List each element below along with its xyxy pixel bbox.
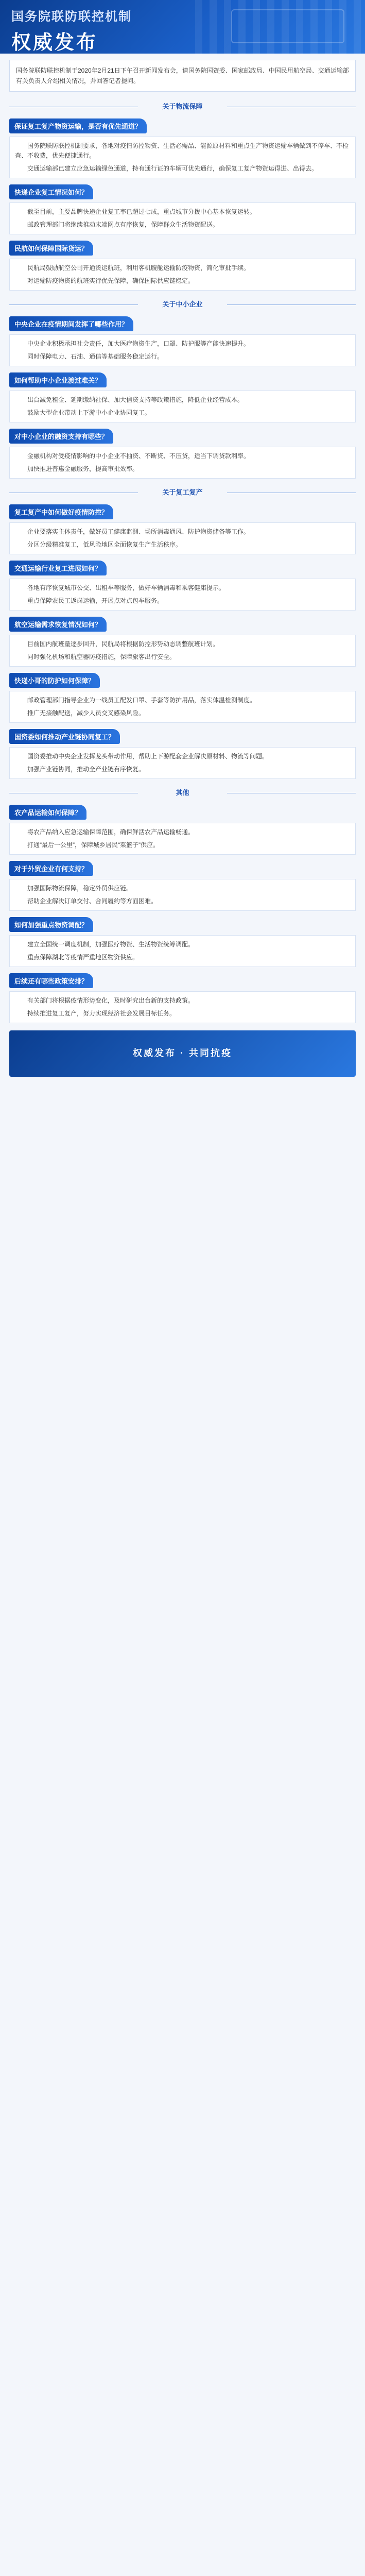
answer-paragraph: 推广无接触配送，减少人员交叉感染风险。: [27, 709, 145, 717]
section-title: [9, 787, 356, 799]
answer-paragraph: 有关部门将根据疫情形势变化，及时研究出台新的支持政策。: [27, 997, 195, 1004]
answer-paragraph: 同时强化机场和航空器防疫措施，保障旅客出行安全。: [27, 653, 176, 660]
answer-paragraph: 加强产业链协同，推动全产业链有序恢复。: [27, 766, 145, 773]
question-heading: 保证复工复产物资运输，是否有优先通道？: [9, 118, 147, 133]
answer-paragraph: 打通“最后一公里”，保障城乡居民“菜篮子”供应。: [27, 841, 159, 849]
answer-paragraph: 对运输防疫物资的航班实行优先保障，确保国际供应链稳定。: [27, 277, 195, 284]
section-label: 关于中小企业: [157, 300, 207, 308]
answer-box: [9, 991, 356, 1023]
answer-paragraph: 邮政管理部门指导企业为一线员工配发口罩、手套等防护用品，落实体温检测制度。: [27, 697, 256, 704]
question-heading: 对中小企业的融资支持有哪些？: [9, 429, 113, 444]
question-heading: 交通运输行业复工进展如何？: [9, 561, 107, 575]
qa-group: [0, 805, 365, 1023]
answer-box: [9, 579, 356, 611]
footer-text: 权威发布 · 共同抗疫: [133, 1048, 232, 1058]
answer-box: [9, 691, 356, 723]
answer-paragraph: 分区分级精准复工，低风险地区全面恢复生产生活秩序。: [27, 541, 182, 548]
qa-item: [9, 729, 356, 779]
question-heading: 如何帮助中小企业渡过难关？: [9, 372, 107, 387]
footer-band: [9, 1030, 356, 1077]
qa-group: [0, 118, 365, 291]
answer-paragraph: 帮助企业解决订单交付、合同履约等方面困难。: [27, 897, 158, 905]
answer-paragraph: 中央企业积极承担社会责任，加大医疗物资生产，口罩、防护服等产能快速提升。: [27, 340, 250, 347]
question-heading: 中央企业在疫情期间发挥了哪些作用？: [9, 316, 133, 331]
qa-item: [9, 561, 356, 611]
section-label: 关于复工复产: [157, 488, 207, 496]
answer-box: [9, 259, 356, 291]
question-heading: 复工复产中如何做好疫情防控？: [9, 504, 113, 519]
qa-item: [9, 372, 356, 422]
qa-item: [9, 429, 356, 479]
section-title: [9, 101, 356, 112]
question-heading: 如何加强重点物资调配？: [9, 917, 93, 932]
answer-paragraph: 加快推进普惠金融服务，提高审批效率。: [27, 465, 139, 472]
answer-box: [9, 202, 356, 234]
section-label: 其他: [170, 789, 194, 796]
answer-box: [9, 823, 356, 855]
intro-text: 国务院联防联控机制于2020年2月21日下午召开新闻发布会，请国务院国资委、国家邮政局、中国民用航空局、交通运输部有关负责人介绍相关情况，并回答记者提问。: [16, 67, 349, 84]
qa-item: [9, 917, 356, 967]
qa-item: [9, 973, 356, 1023]
answer-paragraph: 加强国际物流保障，稳定外贸供应链。: [27, 885, 133, 892]
section-title: [9, 299, 356, 310]
qa-item: [9, 861, 356, 911]
answer-paragraph: 目前国内航班量逐步回升，民航局将根据防控形势动态调整航班计划。: [27, 640, 219, 648]
qa-item: [9, 805, 356, 855]
header-title: 权威发布: [11, 32, 98, 54]
answer-box: [9, 879, 356, 911]
answer-paragraph: 出台减免租金、延期缴纳社保、加大信贷支持等政策措施，降低企业经营成本。: [27, 396, 244, 403]
header-subtitle: 国务院联防联控机制: [11, 10, 132, 24]
answer-paragraph: 金融机构对受疫情影响的中小企业不抽贷、不断贷、不压贷，适当下调贷款利率。: [27, 452, 250, 460]
qa-item: [9, 673, 356, 723]
answer-paragraph: 建立全国统一调度机制，加强医疗物资、生活物资统筹调配。: [27, 941, 195, 948]
answer-box: [9, 391, 356, 422]
answer-box: [9, 747, 356, 779]
answer-paragraph: 同时保障电力、石油、通信等基础服务稳定运行。: [27, 353, 164, 360]
intro-box: [9, 60, 356, 92]
question-heading: 后续还有哪些政策安排？: [9, 973, 93, 988]
section-title: [9, 487, 356, 498]
qa-item: [9, 118, 356, 178]
answer-paragraph: 将农产品纳入应急运输保障范围，确保鲜活农产品运输畅通。: [27, 828, 195, 836]
answer-box: [9, 935, 356, 967]
question-heading: 航空运输需求恢复情况如何？: [9, 617, 107, 632]
question-heading: 快递小哥的防护如何保障？: [9, 673, 100, 688]
section-label: 关于物流保障: [157, 103, 207, 110]
question-heading: 民航如何保障国际货运？: [9, 241, 93, 256]
qa-item: [9, 617, 356, 667]
answer-box: [9, 635, 356, 667]
answer-box: [9, 137, 356, 178]
qa-item: [9, 316, 356, 366]
question-heading: 对于外贸企业有何支持？: [9, 861, 93, 876]
qa-item: [9, 504, 356, 554]
answer-paragraph: 重点保障农民工返岗运输，开展点对点包车服务。: [27, 597, 164, 604]
answer-box: [9, 334, 356, 366]
answer-paragraph: 持续推进复工复产，努力实现经济社会发展目标任务。: [27, 1010, 176, 1017]
answer-paragraph: 企业要落实主体责任，做好员工健康监测、场所消毒通风、防护物资储备等工作。: [27, 528, 250, 535]
answer-paragraph: 重点保障湖北等疫情严重地区物资供应。: [27, 954, 139, 961]
answer-paragraph: 国资委推动中央企业发挥龙头带动作用，帮助上下游配套企业解决原材料、物流等问题。: [27, 753, 269, 760]
answer-box: [9, 522, 356, 554]
qa-group: [0, 316, 365, 479]
question-heading: 农产品运输如何保障？: [9, 805, 86, 820]
qa-group: [0, 504, 365, 779]
answer-paragraph: 邮政管理部门将继续推动末端网点有序恢复，保障群众生活物资配送。: [27, 221, 219, 228]
answer-paragraph: 交通运输部已建立应急运输绿色通道，持有通行证的车辆可优先通行，确保复工复产物资运得进、出得去。: [27, 165, 318, 172]
answer-paragraph: 民航局鼓励航空公司开通货运航班，利用客机腹舱运输防疫物资，简化审批手续。: [27, 264, 250, 272]
answer-paragraph: 国务院联防联控机制要求，各地对疫情防控物资、生活必需品、能源原材料和重点生产物资运输车辆做到不停车、不检查、不收费，优先便捷通行。: [15, 142, 349, 159]
question-heading: 国资委如何推动产业链协同复工？: [9, 729, 120, 744]
banner-frame: [231, 9, 344, 43]
question-heading: 快递企业复工情况如何？: [9, 184, 93, 199]
answer-paragraph: 各地有序恢复城市公交、出租车等服务，做好车辆消毒和乘客健康提示。: [27, 584, 225, 591]
answer-paragraph: 截至目前，主要品牌快递企业复工率已超过七成，重点城市分拨中心基本恢复运转。: [27, 208, 256, 215]
answer-box: [9, 447, 356, 479]
answer-paragraph: 鼓励大型企业带动上下游中小企业协同复工。: [27, 409, 151, 416]
qa-item: [9, 184, 356, 234]
qa-item: [9, 241, 356, 291]
header-banner: [0, 0, 365, 54]
